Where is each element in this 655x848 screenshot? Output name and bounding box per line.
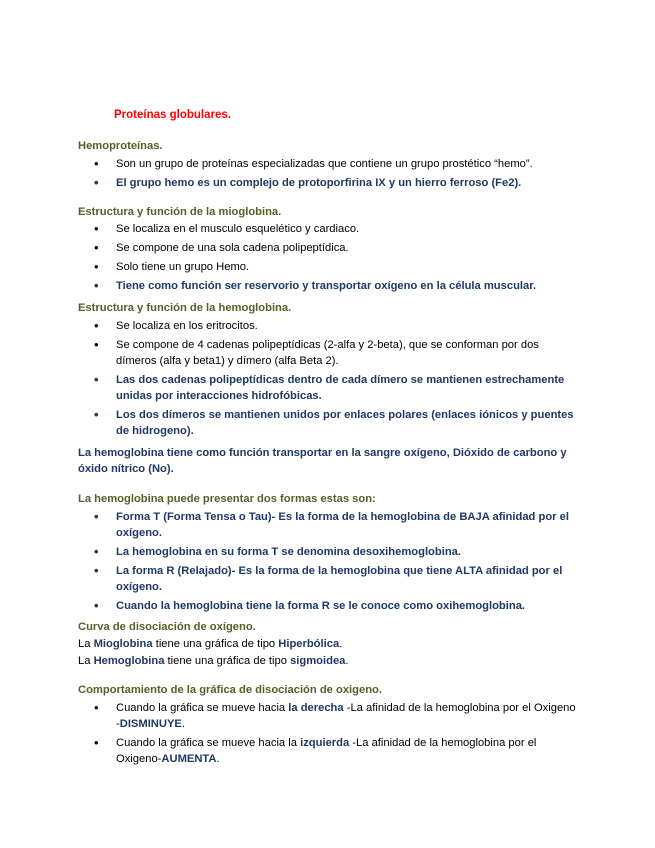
list-item: • Forma T (Forma Tensa o Tau)- Es la forma de la hemoglobina de BAJA afinidad por el oxígeno. <box>78 509 578 541</box>
list-item <box>78 735 578 767</box>
list-item: • La forma R (Relajado)- Es la forma de la hemoglobina que tiene ALTA afinidad por el oxígeno. <box>78 563 578 595</box>
list-item: • Solo tiene un grupo Hemo. <box>78 259 578 275</box>
section-heading-mioglobina: Estructura y función de la mioglobina. <box>78 206 282 218</box>
list-item: • Cuando la hemoglobina tiene la forma R se le conoce como oxihemoglobina. <box>78 598 578 614</box>
list-item: • Las dos cadenas polipeptídicas dentro de cada dímero se mantienen estrechamente unidas por interacciones hidrofóbicas. <box>78 372 578 404</box>
function-paragraph: La hemoglobina tiene como función transportar en la sangre oxígeno, Dióxido de carbono y óxido nítrico (No). <box>78 447 567 475</box>
text-span: la derecha <box>288 702 344 714</box>
text-span: -La afinidad de la hemoglobina por el Oxigeno- <box>116 737 537 765</box>
text-span: . <box>216 753 220 765</box>
text-span: sigmoidea <box>290 655 346 667</box>
text-span: La <box>78 655 94 667</box>
list-item: • Son un grupo de proteínas especializadas que contiene un grupo prostético “hemo”. <box>78 156 578 172</box>
hemoglobina-list <box>78 318 578 442</box>
text-span: . <box>345 655 349 667</box>
page-title: Proteínas globulares. <box>114 109 231 121</box>
list-item: • Tiene como función ser reservorio y transportar oxígeno en la célula muscular. <box>78 278 578 294</box>
text-span: . <box>339 638 343 650</box>
list-item: • Se compone de 4 cadenas polipeptídicas (2-alfa y 2-beta), que se conforman por dos dímeros (alfa y beta1) y dímero (alfa Beta 2). <box>78 337 578 369</box>
text-span: DISMINUYE <box>119 718 182 730</box>
text-span: Mioglobina <box>93 638 153 650</box>
list-item: • Se localiza en el musculo esquelético y cardiaco. <box>78 221 578 237</box>
formas-list <box>78 509 578 617</box>
text-span: AUMENTA <box>161 753 217 765</box>
list-item: • Se compone de una sola cadena polipeptídica. <box>78 240 578 256</box>
text-span: Cuando la gráfica se mueve hacia la <box>116 737 301 749</box>
text-span: La <box>78 638 94 650</box>
section-heading-hemoproteinas: Hemoproteínas. <box>78 140 163 152</box>
text-span: tiene una gráfica de tipo <box>152 638 279 650</box>
mioglobina-list <box>78 221 578 297</box>
section-heading-formas: La hemoglobina puede presentar dos formas estas son: <box>78 493 376 505</box>
text-span: -La afinidad de la hemoglobina por el Oxigeno - <box>116 702 576 730</box>
list-item <box>78 700 578 732</box>
text-span: . <box>181 718 186 730</box>
text-span: tiene una gráfica de tipo <box>164 655 291 667</box>
list-item: • La hemoglobina en su forma T se denomina desoxihemoglobina. <box>78 544 578 560</box>
section-heading-comportamiento: Comportamiento de la gráfica de disociación de oxigeno. <box>78 684 382 696</box>
text-span: izquierda <box>300 737 350 749</box>
text-span: Hemoglobina <box>93 655 165 667</box>
section-heading-hemoglobina: Estructura y función de la hemoglobina. <box>78 302 292 314</box>
curva-line-hemoglobina <box>78 653 578 669</box>
text-span: Hiperbólica <box>278 638 340 650</box>
list-item: • Los dos dímeros se mantienen unidos por enlaces polares (enlaces iónicos y puentes de hidrogeno). <box>78 407 578 439</box>
text-span: Cuando la gráfica se mueve hacia <box>116 702 289 714</box>
hemoproteinas-list <box>78 156 578 194</box>
list-item: • Se localiza en los eritrocitos. <box>78 318 578 334</box>
section-heading-curva: Curva de disociación de oxígeno. <box>78 621 256 633</box>
comportamiento-list <box>78 700 578 770</box>
list-item: • El grupo hemo es un complejo de protoporfirina IX y un hierro ferroso (Fe2). <box>78 175 578 191</box>
curva-line-mioglobina <box>78 636 578 652</box>
